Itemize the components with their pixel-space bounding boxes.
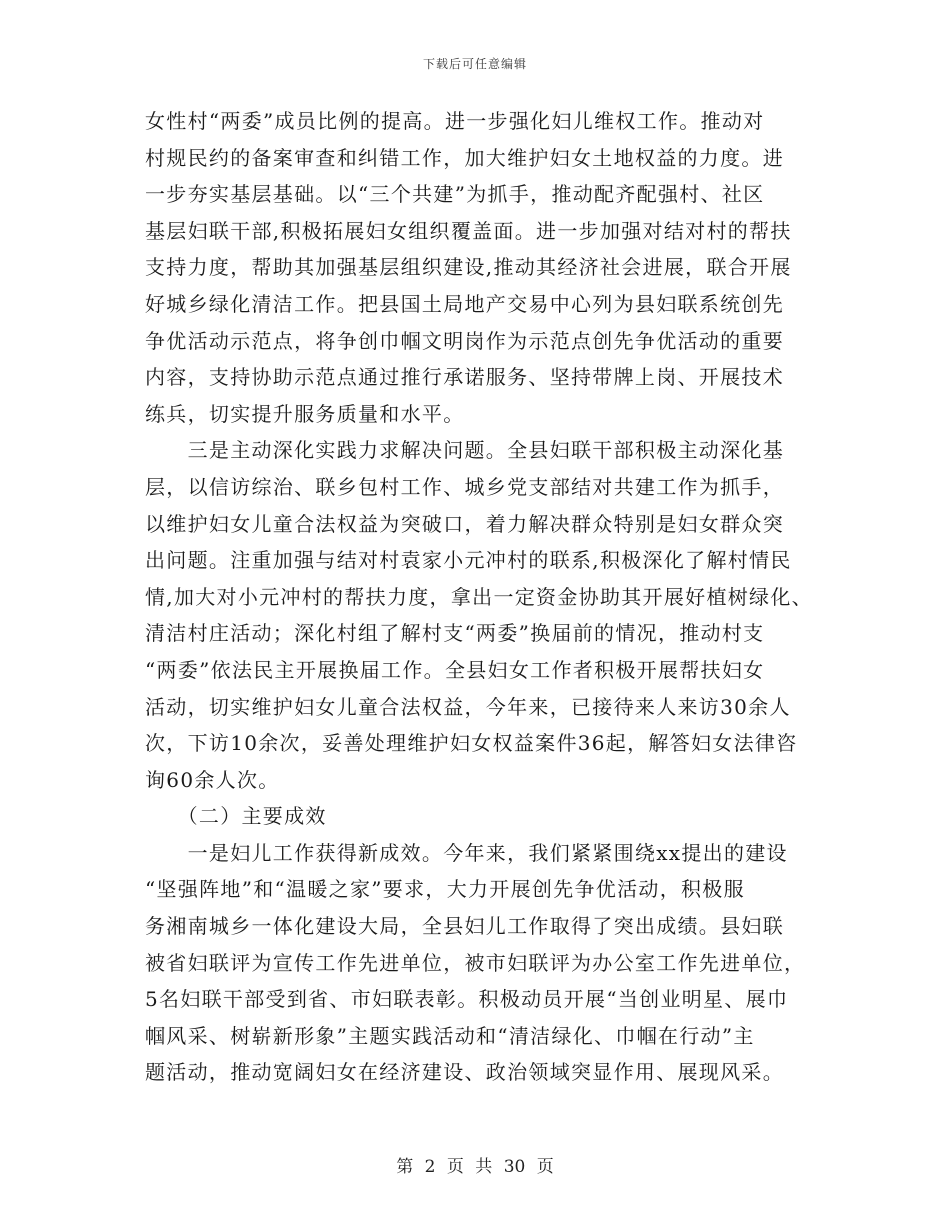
- text-line: 次，下访10余次，妥善处理维护妇女权益案件36起，解答妇女法律咨: [145, 731, 798, 756]
- page-footer: 第 2 页 共 30 页: [396, 1157, 554, 1177]
- text-line: 内容，支持协助示范点通过推行承诺服务、坚持带牌上岗、开展技术: [145, 365, 784, 390]
- text-line: “两委”依法民主开展换届工作。全县妇女工作者积极开展帮扶妇女: [145, 657, 765, 682]
- text-line: 以维护妇女儿童合法权益为突破口，着力解决群众特别是妇女群众突: [145, 511, 784, 536]
- document-body: [145, 103, 825, 1091]
- text-line: 情,加大对小元冲村的帮扶力度，拿出一定资金协助其开展好植树绿化、: [145, 584, 813, 609]
- text-line: 出问题。注重加强与结对村袁家小元冲村的联系,积极深化了解村情民: [145, 548, 792, 573]
- text-line: “坚强阵地”和“温暖之家”要求，大力开展创先争优活动，积极服: [145, 877, 745, 902]
- text-line: 一是妇儿工作获得新成效。今年来，我们紧紧围绕xx提出的建设: [145, 840, 788, 865]
- text-line: 清洁村庄活动；深化村组了解村支“两委”换届前的情况，推动村支: [145, 621, 765, 646]
- text-line: 支持力度，帮助其加强基层组织建设,推动其经济社会进展，联合开展: [145, 255, 792, 280]
- text-line: 题活动，推动宽阔妇女在经济建设、政治领域突显作用、展现风采。: [145, 1060, 784, 1085]
- text-line: 好城乡绿化清洁工作。把县国土局地产交易中心列为县妇联系统创先: [145, 291, 784, 316]
- text-line: 询60余人次。: [145, 767, 280, 792]
- text-line: 基层妇联干部,积极拓展妇女组织覆盖面。进一步加强对结对村的帮扶: [145, 218, 792, 243]
- text-line: 帼风采、树崭新形象”主题实践活动和“清洁绿化、巾帼在行动”主: [145, 1023, 755, 1048]
- text-line: 村规民约的备案审查和纠错工作，加大维护妇女土地权益的力度。进: [145, 145, 784, 170]
- text-line: 三是主动深化实践力求解决问题。全县妇联干部积极主动深化基: [145, 438, 784, 463]
- page-header: 下载后可任意编辑: [422, 57, 527, 71]
- text-line: 一步夯实基层基础。以“三个共建”为抓手，推动配齐配强村、社区: [145, 182, 765, 207]
- text-line: 5名妇联干部受到省、市妇联表彰。积极动员开展“当创业明星、展巾: [145, 987, 789, 1012]
- text-line: 女性村“两委”成员比例的提高。进一步强化妇儿维权工作。推动对: [145, 109, 765, 133]
- text-line: 被省妇联评为宣传工作先进单位，被市妇联评为办公室工作先进单位，: [145, 950, 806, 975]
- section-heading: （二）主要成效: [145, 804, 327, 829]
- text-line: 练兵，切实提升服务质量和水平。: [145, 401, 465, 426]
- text-line: 争优活动示范点，将争创巾帼文明岗作为示范点创先争优活动的重要: [145, 328, 784, 353]
- text-line: 层，以信访综治、联乡包村工作、城乡党支部结对共建工作为抓手，: [145, 474, 784, 499]
- text-line: 活动，切实维护妇女儿童合法权益，今年来，已接待来人来访30余人: [145, 694, 791, 719]
- text-line: 务湘南城乡一体化建设大局，全县妇儿工作取得了突出成绩。县妇联: [145, 914, 784, 939]
